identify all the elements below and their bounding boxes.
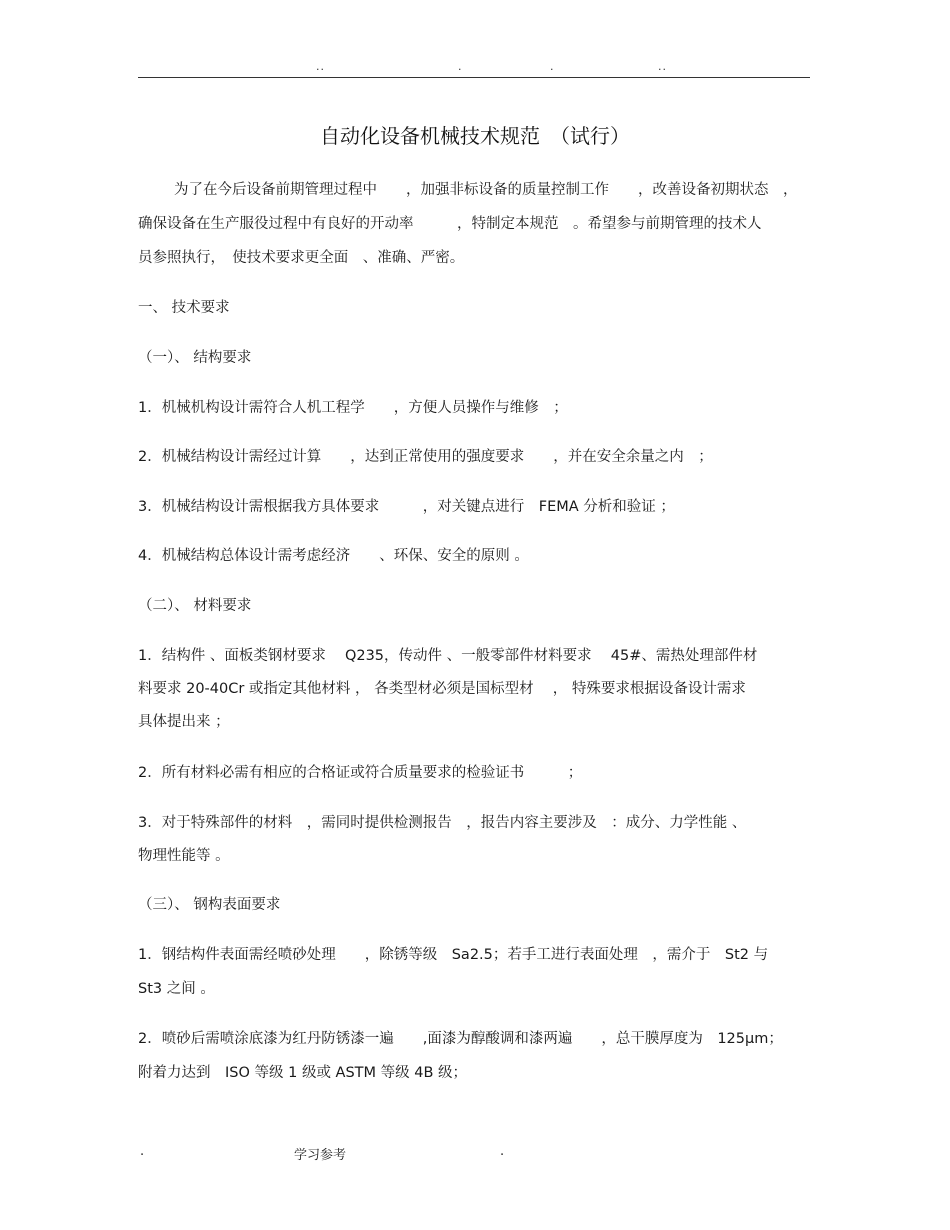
footer-mark: . <box>500 1144 505 1159</box>
header-mark: . <box>458 60 463 73</box>
list-item: 1．机械机构设计需符合人机工程学 ，方便人员操作与维修 ； <box>138 400 568 416</box>
intro-line: 为了在今后设备前期管理过程中 ，加强非标设备的质量控制工作 ，改善设备初期状态 ， <box>174 182 798 198</box>
intro-line: 确保设备在生产服役过程中有良好的开动率 ，特制定本规范 。希望参与前期管理的技术人 <box>138 216 762 232</box>
header-mark: .. <box>316 60 325 73</box>
list-item: 1．钢结构件表面需经喷砂处理 ，除锈等级 Sa2.5；若手工进行表面处理 ，需介于 St2 与 <box>138 947 769 963</box>
list-item: 料要求 20-40Cr 或指定其他材料 ， 各类型材必须是国标型材 ， 特殊要求根据设备设计需求 <box>138 681 746 697</box>
header-mark: . <box>550 60 555 73</box>
subsection-heading: （三）、 钢构表面要求 <box>138 897 281 913</box>
document-title: 自动化设备机械技术规范 （试行） <box>320 124 630 148</box>
list-item: 3．机械结构设计需根据我方具体要求 ，对关键点进行 FEMA 分析和验证 ； <box>138 499 675 515</box>
list-item: St3 之间 。 <box>138 981 215 997</box>
list-item: 2．机械结构设计需经过计算 ，达到正常使用的强度要求 ，并在安全余量之内 ； <box>138 449 713 465</box>
list-item: 2．喷砂后需喷涂底漆为红丹防锈漆一遍 ,面漆为醇酸调和漆两遍 ，总干膜厚度为 125μm； <box>138 1031 783 1047</box>
header-rule <box>138 77 810 78</box>
intro-line: 员参照执行， 使技术要求更全面 、准确、严密。 <box>138 250 465 266</box>
footer-text: 学习参考 <box>294 1148 347 1163</box>
list-item: 附着力达到 ISO 等级 1 级或 ASTM 等级 4B 级； <box>138 1065 468 1081</box>
footer-mark: . <box>140 1144 145 1159</box>
list-item: 1．结构件 、面板类钢材要求 Q235，传动件 、一般零部件材料要求 45#、需热处理部件材 <box>138 648 758 664</box>
list-item: 3．对于特殊部件的材料 ，需同时提供检测报告 ，报告内容主要涉及 ：成分、力学性能 、 <box>138 815 747 831</box>
list-item: 2．所有材料必需有相应的合格证或符合质量要求的检验证书 ； <box>138 765 583 781</box>
list-item: 物理性能等 。 <box>138 848 230 864</box>
header-mark: .. <box>658 60 667 73</box>
section-heading: 一、 技术要求 <box>138 300 230 316</box>
subsection-heading: （二）、 材料要求 <box>138 598 252 614</box>
list-item: 4．机械结构总体设计需考虑经济 、环保、安全的原则 。 <box>138 548 529 564</box>
subsection-heading: （一）、 结构要求 <box>138 350 252 366</box>
list-item: 具体提出来 ； <box>138 714 230 730</box>
